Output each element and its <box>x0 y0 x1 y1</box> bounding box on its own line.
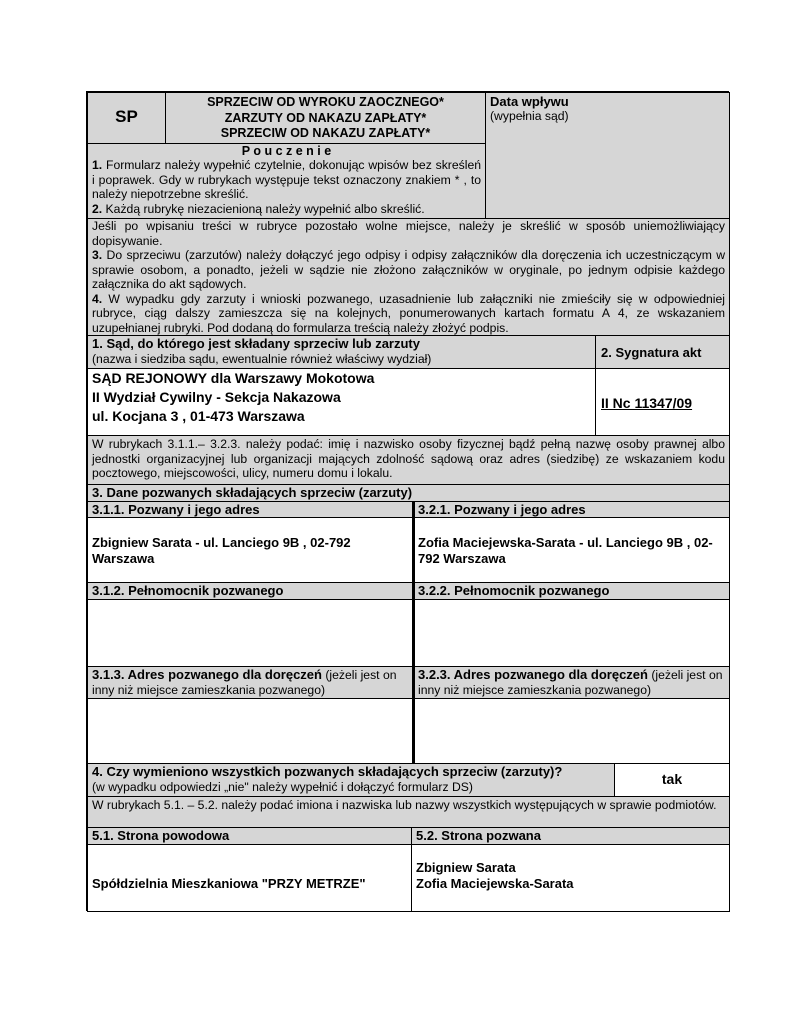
form-code: SP <box>115 107 138 126</box>
attorney-2-label: 3.2.2. Pełnomocnik pozwanego <box>418 583 610 598</box>
instruction-2 <box>92 202 481 217</box>
court-line-1: SĄD REJONOWY dla Warszawy Mokotowa <box>92 370 375 386</box>
title-line-3: SPRZECIW OD NAKAZU ZAPŁATY* <box>220 126 431 140</box>
instructions-cell <box>87 143 486 219</box>
instruction-4-num: 4. <box>92 291 103 306</box>
instruction-3-text: Do sprzeciwu (zarzutów) należy dołączyć jego odpisy i odpisy załączników dla doręczenia ich uczestniczącym w sprawie osobom, a ponadto, jeżeli w sądzie nie złożono załączników w oryginale, po jednym odpisie każdego załącznika do akt sądowych. <box>92 248 725 291</box>
defendant-party-value <box>416 860 725 892</box>
receipt-date-label: Data wpływu <box>490 94 569 109</box>
plaintiff-value: Spółdzielnia Mieszkaniowa "PRZY METRZE" <box>92 876 366 891</box>
instruction-2-num: 2. <box>92 201 103 216</box>
signature-label-cell <box>595 335 730 369</box>
all-defendants-answer-cell[interactable] <box>614 763 730 797</box>
defendant-party-1: Zbigniew Sarata <box>416 860 516 875</box>
defendant-party-2: Zofia Maciejewska-Sarata <box>416 876 574 891</box>
defendant-party-value-cell[interactable] <box>411 844 730 912</box>
attorney-2-label-cell <box>413 582 730 600</box>
all-defendants-question: 4. Czy wymieniono wszystkich pozwanych składających sprzeciw (zarzuty)? <box>92 764 563 779</box>
signature-value-cell[interactable] <box>595 368 730 436</box>
address-1-label <box>92 667 408 698</box>
defendant-party-label: 5.2. Strona pozwana <box>416 828 541 843</box>
defendant-1-label: 3.1.1. Pozwany i jego adres <box>92 502 260 517</box>
receipt-date-cell <box>485 92 730 219</box>
instruction-4 <box>92 292 725 336</box>
address-2-note: (jeżeli jest on inny niż miejsce zamieszkania pozwanego) <box>418 668 723 697</box>
instruction-2-cont: Jeśli po wpisaniu treści w rubryce pozostało wolne miejsce, należy je skreślić w sposób uniemożliwiający dopisywanie. <box>92 219 725 248</box>
attorney-1-label: 3.1.2. Pełnomocnik pozwanego <box>92 583 284 598</box>
form-code-cell <box>87 92 166 144</box>
instruction-1-text: Formularz należy wypełnić czytelnie, dokonując wpisów bez skreśleń i poprawek. Gdy w rubrykach występuje tekst oznaczony znakiem * , to należy niepotrzebne skreślić. <box>92 158 481 201</box>
court-label: 1. Sąd, do którego jest składany sprzeciw lub zarzuty <box>92 336 420 351</box>
address-2-label-cell <box>413 666 730 699</box>
instructions-heading: P o u c z e n i e <box>241 144 332 158</box>
defendant-2-value: Zofia Maciejewska-Sarata - ul. Lanciego 9B , 02-792 Warszawa <box>418 535 713 566</box>
court-label-cell <box>87 335 596 369</box>
defendant-1-value: Zbigniew Sarata - ul. Lanciego 9B , 02-792 Warszawa <box>92 535 351 566</box>
instruction-1 <box>92 158 481 202</box>
parties-instruction: W rubrykach 5.1. – 5.2. należy podać imiona i nazwiska lub nazwy wszystkich występujących w sprawie podmiotów. <box>92 798 717 812</box>
instructions-cont-cell <box>87 218 730 336</box>
court-value-cell[interactable] <box>87 368 596 436</box>
plaintiff-label: 5.1. Strona powodowa <box>92 828 230 843</box>
court-note: (nazwa i siedziba sądu, ewentualnie również właściwy wydział) <box>92 352 432 366</box>
all-defendants-question-cell <box>87 763 615 797</box>
plaintiff-value-cell[interactable] <box>87 844 412 912</box>
form-title-cell <box>165 92 486 144</box>
title-line-2: ZARZUTY OD NAKAZU ZAPŁATY* <box>224 110 427 125</box>
column-divider <box>412 501 415 764</box>
defendants-instruction: W rubrykach 3.1.1.– 3.2.3. należy podać: imię i nazwisko osoby fizycznej bądź pełną nazwę osoby prawnej albo jednostki organizacyjnej lub organizacji mających zdolność sądową oraz adres (siedzibę) ze wskazaniem kodu pocztowego, miejscowości, ulicy, numeru domu i lokalu. <box>92 437 725 480</box>
defendants-section-label: 3. Dane pozwanych składających sprzeciw (zarzuty) <box>92 485 413 500</box>
form-title <box>166 95 485 142</box>
signature-label: 2. Sygnatura akt <box>601 345 702 360</box>
defendant-party-label-cell <box>411 827 730 845</box>
instruction-1-num: 1. <box>92 158 103 172</box>
defendant-2-label-cell <box>413 501 730 518</box>
address-2-title: 3.2.3. Adres pozwanego dla doręczeń <box>418 667 648 682</box>
instruction-3 <box>92 248 725 292</box>
address-2-value-cell[interactable] <box>413 698 730 764</box>
defendant-1-value-cell[interactable] <box>87 517 413 583</box>
attorney-2-value-cell[interactable] <box>413 599 730 667</box>
all-defendants-note: (w wypadku odpowiedzi „nie" należy wypełnić i dołączyć formularz DS) <box>92 780 473 794</box>
defendant-2-value-cell[interactable] <box>413 517 730 583</box>
defendant-2-label: 3.2.1. Pozwany i jego adres <box>418 502 586 517</box>
signature-value: II Nc 11347/09 <box>601 395 693 411</box>
address-1-label-cell <box>87 666 413 699</box>
defendants-section-cell <box>87 484 730 502</box>
plaintiff-label-cell <box>87 827 412 845</box>
court-line-2: II Wydział Cywilny - Sekcja Nakazowa <box>92 389 341 405</box>
instruction-4-text: W wypadku gdy zarzuty i wnioski pozwanego, uzasadnienie lub załączniki nie zmieściły się w odpowiedniej rubryce, ciąg dalszy zamieszcza się na kolejnych, ponumerowanych kartach formatu A 4, ze wskazaniem uzupełnianej rubryki. Pod dodaną do formularza treścią należy złożyć podpis. <box>92 291 725 335</box>
court-line-3: ul. Kocjana 3 , 01-473 Warszawa <box>92 408 305 424</box>
defendant-1-label-cell <box>87 501 413 518</box>
parties-instruction-cell <box>87 796 730 828</box>
instruction-3-num: 3. <box>92 248 103 262</box>
address-1-title: 3.1.3. Adres pozwanego dla doręczeń <box>92 667 322 682</box>
address-2-label <box>418 667 725 698</box>
address-1-note: (jeżeli jest on inny niż miejsce zamieszkania pozwanego) <box>92 668 397 697</box>
instruction-2-text: Każdą rubrykę niezacienioną należy wypełnić albo skreślić. <box>102 201 425 216</box>
court-name <box>92 369 591 426</box>
objection-form <box>86 91 729 911</box>
attorney-1-value-cell[interactable] <box>87 599 413 667</box>
address-1-value-cell[interactable] <box>87 698 413 764</box>
receipt-date-note: (wypełnia sąd) <box>490 109 569 123</box>
attorney-1-label-cell <box>87 582 413 600</box>
title-line-1: SPRZECIW OD WYROKU ZAOCZNEGO* <box>207 95 444 109</box>
defendants-instruction-cell <box>87 435 730 485</box>
all-defendants-answer: tak <box>661 771 683 787</box>
